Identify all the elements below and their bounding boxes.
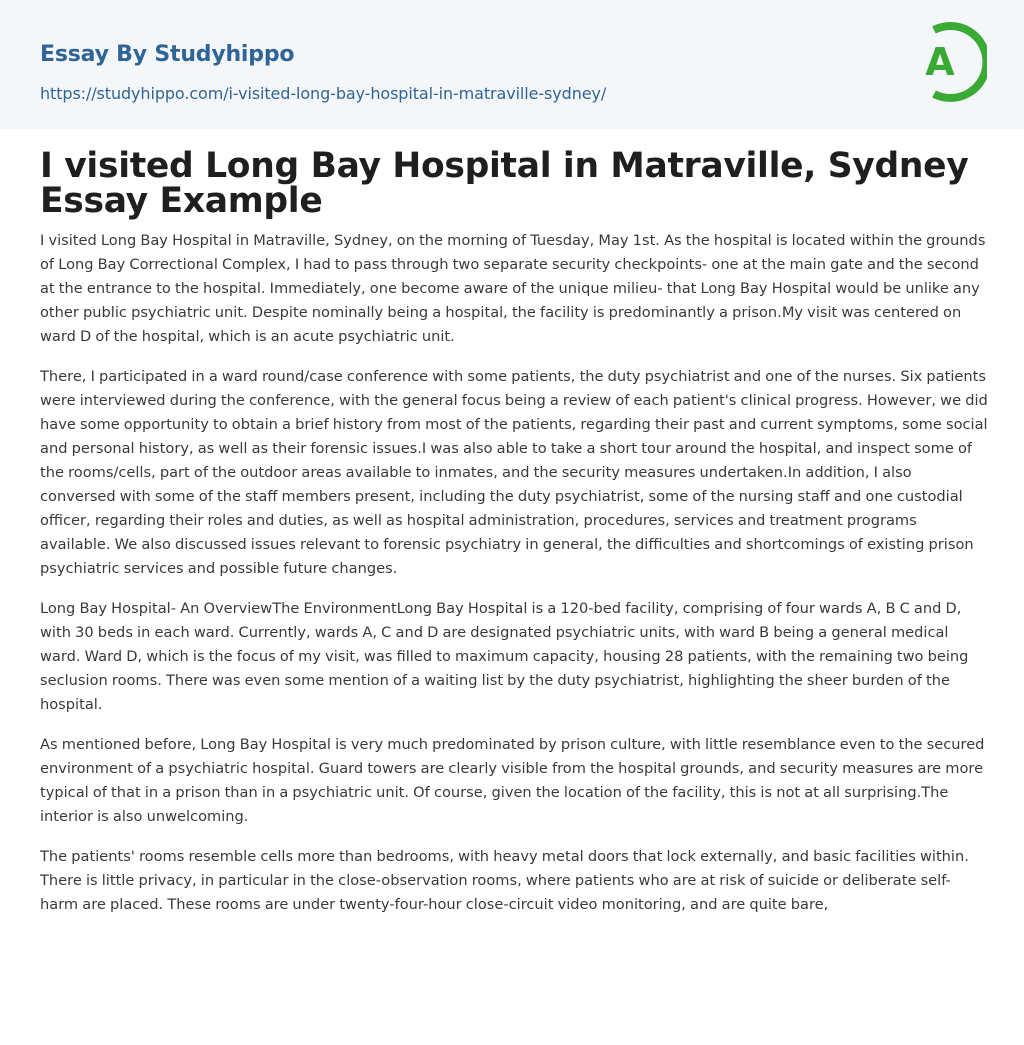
site-header [0, 0, 1024, 129]
essay-title: I visited Long Bay Hospital in Matraville, Sydney Essay Example [40, 146, 969, 221]
site-brand[interactable]: Essay By Studyhippo [40, 42, 295, 67]
essay-paragraph: As mentioned before, Long Bay Hospital is very much predominated by prison culture, with little resemblance even to the secured environment of a psychiatric hospital. Guard towers are clearly visible from the hospital grounds, and security measures are more typical of that in a prison than in a psychiatric unit. Of course, given the location of the facility, this is not at all surprising.The interior is also unwelcoming. [40, 736, 985, 825]
essay-paragraph: Long Bay Hospital- An OverviewThe EnvironmentLong Bay Hospital is a 120-bed facility, comprising of four wards A, B C and D, with 30 beds in each ward. Currently, wards A, C and D are designated psychiatric units, with ward B being a general medical ward. Ward D, which is the focus of my visit, was filled to maximum capacity, housing 28 patients, with the remaining two being seclusion rooms. There was even some mention of a waiting list by the duty psychiatrist, highlighting the sheer burden of the hospital. [40, 600, 969, 713]
essay-paragraph: There, I participated in a ward round/case conference with some patients, the duty psychiatrist and one of the nurses. Six patients were interviewed during the conference, with the general focus being a review of each patient's clinical progress. However, we did have some opportunity to obtain a brief history from most of the patients, regarding their past and current symptoms, some social and personal history, as well as their forensic issues.I was also able to take a short tour around the hospital, and inspect some of the rooms/cells, part of the outdoor areas available to inmates, and the security measures undertaken.In addition, I also conversed with some of the staff members present, including the duty psychiatrist, some of the nursing staff and one custodial officer, regarding their roles and duties, as well as hospital administration, procedures, services and treatment programs available. We also discussed issues relevant to forensic psychiatry in general, the difficulties and shortcomings of existing prison psychiatric services and possible future changes. [40, 368, 988, 577]
essay-paragraph: The patients' rooms resemble cells more than bedrooms, with heavy metal doors that lock externally, and basic facilities within. There is little privacy, in particular in the close-observation rooms, where patients who are at risk of suicide or deliberate self-harm are placed. These rooms are under twenty-four-hour close-circuit video monitoring, and are quite bare, [40, 848, 969, 913]
logo-letter: A [925, 40, 955, 84]
studyhippo-logo-icon[interactable] [912, 19, 987, 105]
essay-body [40, 229, 988, 933]
essay-paragraph: I visited Long Bay Hospital in Matraville, Sydney, on the morning of Tuesday, May 1st. As the hospital is located within the grounds of Long Bay Correctional Complex, I had to pass through two separate security checkpoints- one at the main gate and the second at the entrance to the hospital. Immediately, one become aware of the unique milieu- that Long Bay Hospital would be unlike any other public psychiatric unit. Despite nominally being a hospital, the facility is predominantly a prison.My visit was centered on ward D of the hospital, which is an acute psychiatric unit. [40, 232, 986, 345]
essay-url-link[interactable]: https://studyhippo.com/i-visited-long-bay-hospital-in-matraville-sydney/ [40, 84, 607, 103]
